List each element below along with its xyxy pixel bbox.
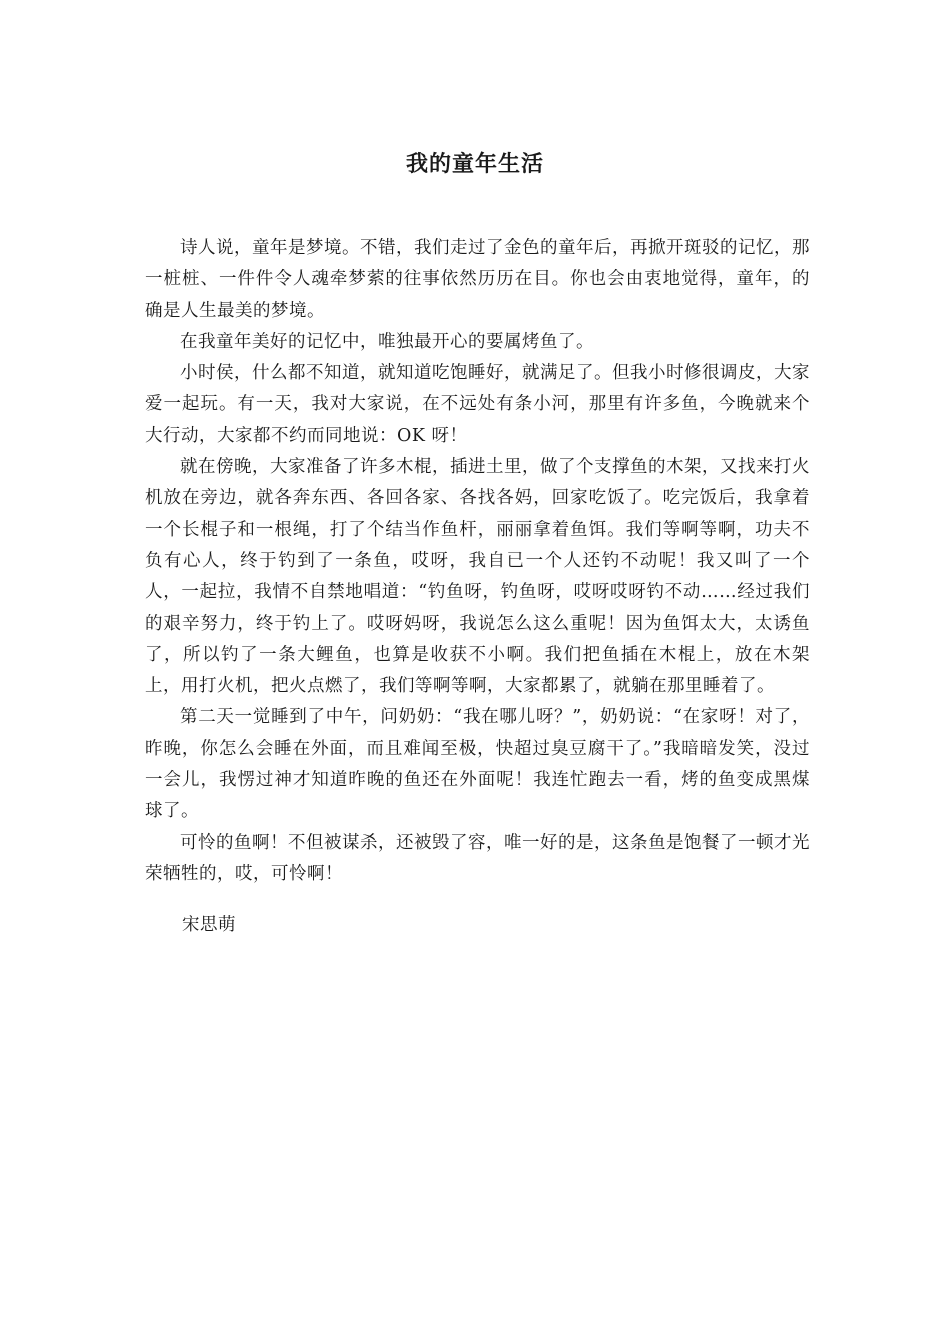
document-body (145, 233, 810, 890)
author-name: 宋思萌 (182, 915, 236, 935)
paragraph: 小时侯，什么都不知道，就知道吃饱睡好，就满足了。但我小时修很调皮，大家爱一起玩。有一天，我对大家说，在不远处有条小河，那里有许多鱼，今晚就来个大行动，大家都不约而同地说：OK 呀！ (145, 363, 810, 446)
paragraph: 第二天一觉睡到了中午，问奶奶：“我在哪儿呀？”，奶奶说：“在家呀！对了，昨晚，你怎么会睡在外面，而且难闻至极，快超过臭豆腐干了。”我暗暗发笑，没过一会儿，我愣过神才知道昨晚的鱼还在外面呢！我连忙跑去一看，烤的鱼变成黑煤球了。 (145, 707, 810, 822)
paragraph: 可怜的鱼啊！不但被谋杀，还被毁了容，唯一好的是，这条鱼是饱餐了一顿才光荣牺牲的，哎，可怜啊！ (145, 832, 810, 884)
paragraph: 在我童年美好的记忆中，唯独最开心的要属烤鱼了。 (180, 331, 594, 352)
paragraph: 就在傍晚，大家准备了许多木棍，插进土里，做了个支撑鱼的木架，又找来打火机放在旁边，就各奔东西、各回各家、各找各妈，回家吃饭了。吃完饭后，我拿着一个长棍子和一根绳，打了个结当作鱼杆，丽丽拿着鱼饵。我们等啊等啊，功夫不负有心人，终于钓到了一条鱼，哎呀，我自已一个人还钓不动呢！我又叫了一个人，一起拉，我情不自禁地唱道：“钓鱼呀，钓鱼呀，哎呀哎呀钓不动……经过我们的艰辛努力，终于钓上了。哎呀妈呀，我说怎么这么重呢！因为鱼饵太大，太诱鱼了，所以钓了一条大鲤鱼，也算是收获不小啊。我们把鱼插在木棍上，放在木架上，用打火机，把火点燃了，我们等啊等啊，大家都累了，就躺在那里睡着了。 (145, 457, 810, 697)
document-title: 我的童年生活 (405, 151, 544, 177)
paragraph: 诗人说，童年是梦境。不错，我们走过了金色的童年后，再掀开斑驳的记忆，那一桩桩、一件件令人魂牵梦萦的往事依然历历在目。你也会由衷地觉得，童年，的确是人生最美的梦境。 (145, 238, 810, 321)
